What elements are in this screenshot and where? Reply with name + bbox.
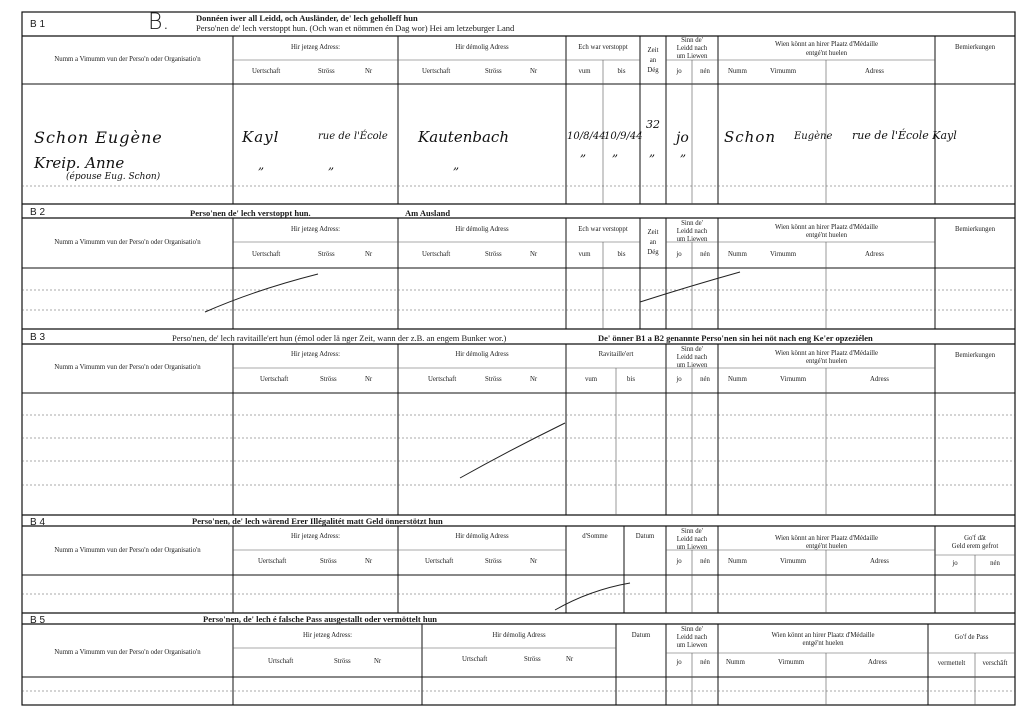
b1-row2-ditto: „ [453, 158, 460, 172]
b1-row1-name: Schon Eugène [34, 128, 163, 147]
b1-former-locality-header: Uertschaft [422, 68, 451, 75]
b2-risk-header-2: Leidd nach [676, 228, 708, 235]
b2-from-header: vum [578, 251, 591, 258]
section-b3-title: Perso'nen, de' lech ravitaille'ert hun (émol oder lä nger Zeit, wann der z.B. an engem Bunker wor.) [172, 333, 507, 343]
b3-medal-address-header: Adress [870, 376, 889, 383]
b1-former-street-header: Ströss [485, 68, 502, 75]
b4-current-street-header: Ströss [320, 558, 337, 565]
b4-money-returned-header-1: Go'f dât [964, 535, 986, 542]
b3-risk-header-2: Leidd nach [676, 354, 708, 361]
b3-from-header: vum [584, 376, 598, 383]
b4-amount-header: d'Somme [582, 533, 608, 540]
b4-money-returned-header-2: Geld erem gefrot [951, 543, 999, 550]
b1-days-header-1: Zeit [647, 47, 659, 54]
b4-medal-header-1: Wien könnt an hirer Plaatz d'Médaille [774, 535, 879, 542]
b1-current-locality-header: Uertschaft [252, 68, 281, 75]
b3-medal-firstname-header: Virnumm [780, 376, 807, 383]
b3-current-address-header: Hir jetzeg Adress: [290, 351, 341, 358]
b5-name-header: Numm a Vimumm vun der Perso'n oder Organisatio'n [54, 649, 201, 656]
b3-risk-header-3: um Liewen [676, 362, 708, 369]
b3-risk-header-1: Sinn de' [681, 346, 703, 353]
b1-row2-ditto: „ [258, 158, 265, 172]
b2-no-header: nén [700, 251, 710, 258]
b4-former-address-header: Hir démolig Adress [455, 533, 509, 540]
section-b4-title: Perso'nen, de' lech wärend Erer Illégalitét matt Geld önnerstötzt hun [192, 516, 443, 526]
b5-risk-header-1: Sinn de' [681, 626, 703, 633]
b2-medal-name-header: Numm [728, 251, 747, 258]
b3-yes-header: jo [676, 376, 682, 383]
b1-medal-header-2: entgé'nt huelen [805, 50, 848, 57]
b4-medal-name-header: Numm [728, 558, 747, 565]
b1-risk-header-2: Leidd nach [676, 45, 708, 52]
b5-current-address-header: Hir jetzeg Adress: [302, 632, 353, 639]
b4-no-header: nén [700, 558, 710, 565]
b5-former-locality-header: Urtschaft [462, 656, 488, 663]
b3-medal-header-2: entgé'nt huelen [805, 358, 848, 365]
b5-medal-firstname-header: Virnumm [778, 659, 805, 666]
b1-row1-current-locality: Kayl [242, 128, 280, 146]
b1-row2-name: Kreip. Anne [34, 154, 125, 172]
b2-current-nr-header: Nr [365, 251, 373, 258]
section-b2-label: B 2 [30, 207, 46, 218]
b1-hidden-header: Ech war verstoppt [578, 44, 628, 51]
b5-medal-address-header: Adress [868, 659, 887, 666]
section-b3-title-right: De' önner B1 a B2 genannte Perso'nen sin hei nöt nach eng Ke'er opzeziélen [598, 333, 873, 343]
b1-former-address-header: Hir démolig Adress [455, 44, 509, 51]
section-b2-title-right: Am Ausland [405, 208, 451, 218]
b4-medal-address-header: Adress [870, 558, 889, 565]
b3-former-address-header: Hir démolig Adress [455, 351, 509, 358]
section-b1-label: B 1 [30, 19, 46, 30]
b5-risk-header-2: Leidd nach [676, 634, 708, 641]
b2-risk-header-1: Sinn de' [681, 220, 703, 227]
b1-row2-name-note: (épouse Eug. Schon) [66, 172, 161, 182]
b1-medal-firstname-header: Virnumm [770, 68, 797, 75]
b3-former-locality-header: Uertschaft [428, 376, 457, 383]
b1-name-header: Numm a Vimumm vun der Perso'n oder Organisatio'n [54, 56, 201, 63]
b1-row1-days: 32 [646, 118, 660, 131]
b2-former-nr-header: Nr [530, 251, 538, 258]
b5-medal-name-header: Numm [726, 659, 745, 666]
b2-days-header-3: Dég [647, 249, 659, 256]
b1-row2-ditto: „ [680, 145, 687, 159]
b5-former-street-header: Ströss [524, 656, 541, 663]
b2-medal-address-header: Adress [865, 251, 884, 258]
b1-current-nr-header: Nr [365, 68, 373, 75]
b1-row1-from: 10/8/44 [567, 131, 606, 142]
b1-yes-header: jo [676, 68, 682, 75]
b3-former-street-header: Ströss [485, 376, 502, 383]
section-b1-title-line2: Perso'nen de' lech verstoppt hun. (Och wan et nömmen én Dag wor) Hei am letzeburger Land [196, 23, 515, 33]
b4-medal-firstname-header: Virnumm [780, 558, 807, 565]
b4-current-nr-header: Nr [365, 558, 373, 565]
b4-date-header: Datum [635, 533, 655, 540]
b2-name-header: Numm a Vimumm vun der Perso'n oder Organisatio'n [54, 239, 201, 246]
b4-returned-yes-header: jo [952, 560, 958, 567]
b4-former-nr-header: Nr [530, 558, 538, 565]
section-b4-label: B 4 [30, 517, 46, 528]
b2-current-locality-header: Uertschaft [252, 251, 281, 258]
b2-medal-firstname-header: Virnumm [770, 251, 797, 258]
b5-current-street-header: Ströss [334, 658, 351, 665]
b1-row1-medal-name: Schon [724, 128, 777, 146]
b3-current-street-header: Ströss [320, 376, 337, 383]
b5-former-nr-header: Nr [566, 656, 574, 663]
b5-no-header: nén [700, 659, 710, 666]
b5-mediated-header: vermettelt [937, 660, 966, 667]
b2-former-street-header: Ströss [485, 251, 502, 258]
b1-row1-former-locality: Kautenbach [418, 128, 509, 146]
b1-row1-medal-address: rue de l'École Kayl [852, 129, 957, 142]
b1-row1-current-street: rue de l'École [318, 131, 388, 142]
form-letter: B. [148, 10, 170, 35]
b1-to-header: bis [617, 68, 626, 75]
b4-risk-header-2: Leidd nach [676, 536, 708, 543]
b2-former-locality-header: Uertschaft [422, 251, 451, 258]
b1-current-street-header: Ströss [318, 68, 335, 75]
b2-hidden-header: Ech war verstoppt [578, 226, 628, 233]
b2-former-address-header: Hir démolig Adress [455, 226, 509, 233]
b1-medal-name-header: Numm [728, 68, 747, 75]
b3-medal-name-header: Numm [728, 376, 747, 383]
b1-medal-address-header: Adress [865, 68, 884, 75]
b3-remarks-header: Bemierkungen [954, 352, 995, 359]
section-b2-title: Perso'nen de' lech verstoppt hun. [190, 208, 311, 218]
b5-medal-header-2: entgé'nt huelen [802, 640, 844, 647]
b3-to-header: bis [627, 376, 635, 383]
b5-current-nr-header: Nr [374, 658, 382, 665]
section-b1-title-line1: Donnéen iwer all Leidd, och Ausländer, de' lech geholleff hun [196, 13, 418, 23]
b5-former-address-header: Hir démolig Adress [492, 632, 546, 639]
b1-row2-ditto: „ [612, 145, 619, 159]
b1-no-header: nén [700, 68, 710, 75]
b5-current-locality-header: Urtschaft [268, 658, 294, 665]
b5-pass-header: Go'f de Pass [954, 634, 989, 641]
b1-former-nr-header: Nr [530, 68, 538, 75]
b4-risk-header-3: um Liewen [676, 544, 708, 551]
b1-row1-medal-firstname: Eugène [794, 131, 833, 142]
section-b5-title: Perso'nen, de' lech é falsche Pass ausgestallt oder vermöttelt hun [203, 614, 438, 624]
b2-remarks-header: Bemierkungen [954, 226, 995, 233]
b1-days-header-3: Dég [647, 67, 659, 74]
b4-former-locality-header: Uertschaft [425, 558, 454, 565]
b5-risk-header-3: um Liewen [676, 642, 708, 649]
b3-former-nr-header: Nr [530, 376, 538, 383]
b4-current-address-header: Hir jetzeg Adress: [290, 533, 341, 540]
b4-medal-header-2: entgé'nt huelen [805, 543, 848, 550]
b1-from-header: vum [578, 68, 591, 75]
b2-medal-header-2: entgé'nt huelen [805, 232, 848, 239]
b4-returned-no-header: nén [990, 560, 1000, 567]
b5-date-header: Datum [631, 632, 651, 639]
b1-row2-ditto: „ [649, 145, 656, 159]
b5-yes-header: jo [676, 659, 682, 666]
b1-row1-to: 10/9/44 [604, 131, 643, 142]
b2-medal-header-1: Wien könnt an hirer Plaatz d'Médaille [774, 224, 879, 231]
b2-days-header-1: Zeit [647, 229, 659, 236]
b5-procured-header: verschâft [982, 660, 1008, 667]
b4-former-street-header: Ströss [485, 558, 502, 565]
b1-row2-ditto: „ [328, 158, 335, 172]
b3-current-nr-header: Nr [365, 376, 373, 383]
b4-risk-header-1: Sinn de' [681, 528, 703, 535]
b1-days-header-2: an [649, 57, 657, 64]
section-b5-label: B 5 [30, 615, 46, 626]
b4-yes-header: jo [676, 558, 682, 565]
b1-risk-header-3: um Liewen [676, 53, 708, 60]
b3-name-header: Numm a Vimumm vun der Perso'n oder Organisatio'n [54, 364, 201, 371]
b1-current-address-header: Hir jetzeg Adress: [290, 44, 341, 51]
b2-risk-header-3: um Liewen [676, 236, 708, 243]
b2-current-street-header: Ströss [318, 251, 335, 258]
b3-no-header: nén [700, 376, 710, 383]
b2-current-address-header: Hir jetzeg Adress: [290, 226, 341, 233]
b1-risk-header-1: Sinn de' [681, 37, 703, 44]
b1-remarks-header: Bemierkungen [954, 44, 995, 51]
b3-current-locality-header: Uertschaft [260, 376, 289, 383]
b2-days-header-2: an [649, 239, 657, 246]
b1-row2-ditto: „ [580, 145, 587, 159]
b4-name-header: Numm a Vimumm vun der Perso'n oder Organisatio'n [54, 547, 201, 554]
b2-yes-header: jo [676, 251, 682, 258]
b1-medal-header-1: Wien könnt an hirer Plaatz d'Médaille [774, 41, 879, 48]
section-b3-label: B 3 [30, 332, 46, 343]
b3-medal-header-1: Wien könnt an hirer Plaatz d'Médaille [774, 350, 879, 357]
b1-row1-yes: jo [676, 130, 689, 146]
b5-medal-header-1: Wien könnt an hirer Plaatz d'Médaille [771, 632, 875, 639]
b3-supplied-header: Ravitaille'ert [598, 351, 634, 358]
b2-to-header: bis [617, 251, 626, 258]
b4-current-locality-header: Uertschaft [258, 558, 287, 565]
